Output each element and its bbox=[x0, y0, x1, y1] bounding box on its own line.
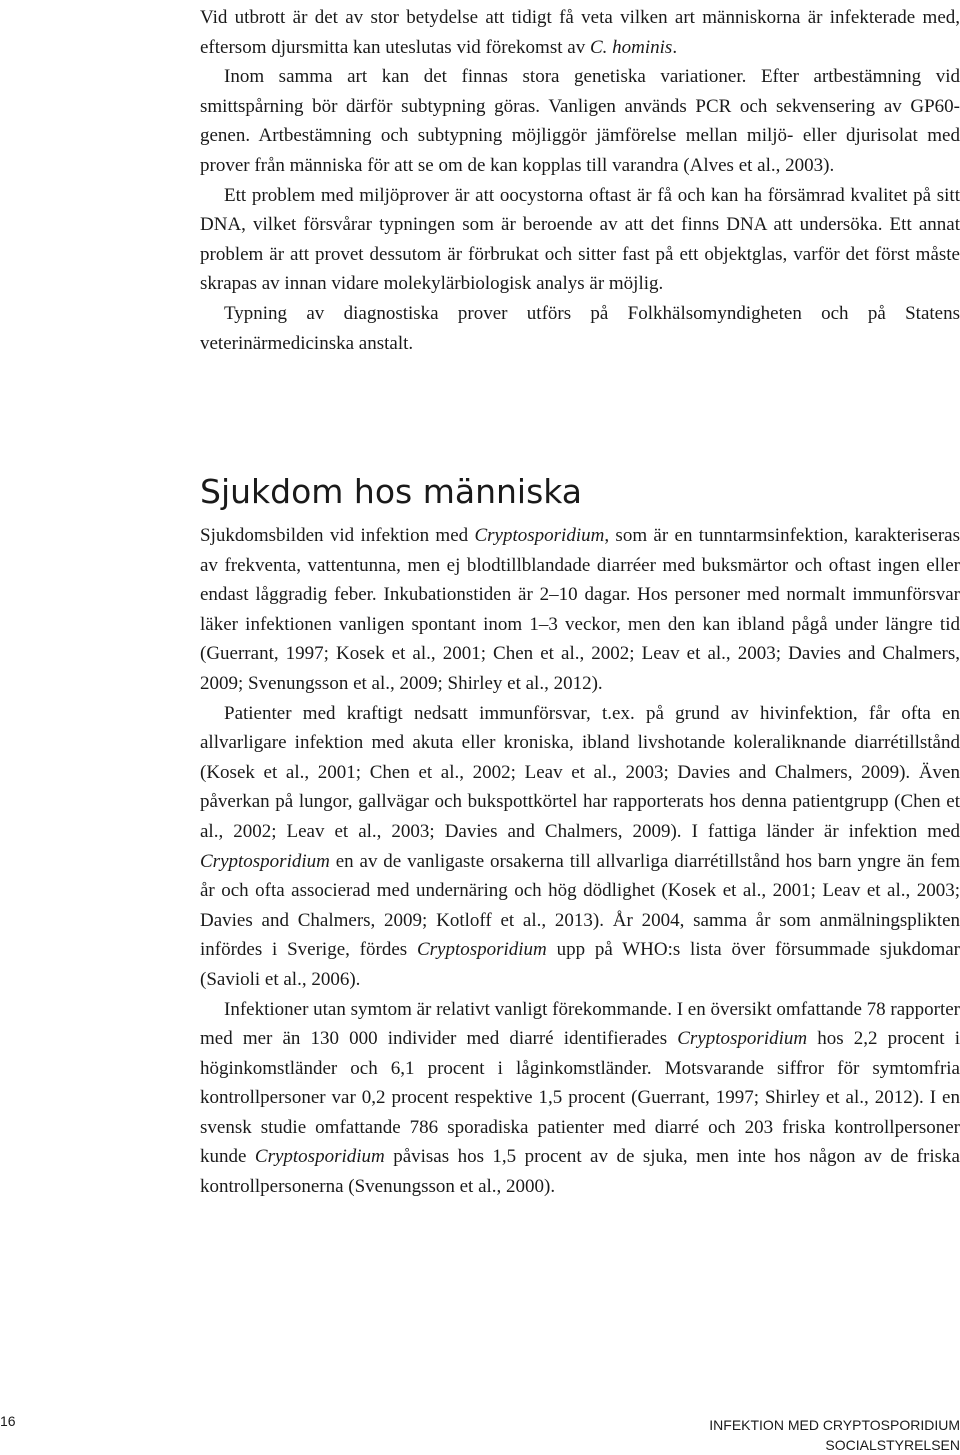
paragraph-text: Sjukdomsbilden vid infektion med bbox=[200, 525, 475, 546]
running-footer bbox=[709, 1415, 960, 1455]
species-name: Cryptosporidium bbox=[677, 1028, 808, 1050]
paragraph-text: upp på WHO:s lista över försummade sjukdomar (Savioli et al., 2006). bbox=[200, 939, 960, 990]
paragraph-text: , som är en tunntarmsinfektion, karakteriseras av frekventa, vattentunna, men ej blodtillblandade diarréer med buksmärtor och oftast ingen eller endast låggradig feber. Inkubationstiden är 2–10 dagar. Hos personer med normalt immunförsvar läker infektionen vanligen spontant inom 1–3 veckor, men den kan ibland pågå under längre tid (Guerrant, 1997; Kosek et al., 2001; Chen et al., 2002; Leav et al., 2003; Davies and Chalmers, 2009; Svenungsson et al., 2009; Shirley et al., 2012). bbox=[200, 525, 960, 694]
species-name: Cryptosporidium bbox=[416, 939, 547, 961]
paragraph-text: Patienter med kraftigt nedsatt immunförsvar, t.ex. på grund av hivinfektion, får ofta en allvarligare infektion med akuta eller kroniska, ibland livshotande koleraliknande diarrétillstånd (Kosek et al., 2001; Chen et al., 2002; Leav et al., 2003; Davies and Chalmers, 2009). Även påverkan på lungor, gallvägar och bukspottkörtel har rapporterats hos denna patientgrupp (Chen et al., 2002; Leav et al., 2003; Davies and Chalmers, 2009). I fattiga länder är infektion med bbox=[200, 702, 960, 842]
paragraph bbox=[200, 995, 960, 1202]
section-heading: Sjukdom hos människa bbox=[200, 472, 583, 511]
paragraph: Ett problem med miljöprover är att oocystorna oftast är få och kan ha försämrad kvalitet på sitt DNA, vilket försvårar typningen som är beroende av att det finns DNA att undersöka. Ett annat problem är att provet dessutom är förbrukat och sitter fast på ett objektglas, varför det först måste skrapas av innan vidare molekylärbiologisk analys är möjlig. bbox=[200, 184, 960, 295]
paragraph-text: Infektioner utan symtom är relativt vanligt förekommande. I en översikt omfattande 78 rapporter med mer än 130 000 individer med diarré identifierades bbox=[200, 998, 960, 1050]
paragraph bbox=[200, 3, 960, 62]
species-name: Cryptosporidium bbox=[200, 850, 330, 872]
species-name: Cryptosporidium bbox=[254, 1146, 385, 1168]
paragraph-text: Vid utbrott är det av stor betydelse att tidigt få veta vilken art människorna är infekterade med, eftersom djursmitta kan uteslutas vid förekomst av bbox=[200, 7, 960, 58]
page-number: 16 bbox=[0, 1413, 16, 1429]
paragraph-text: påvisas hos 1,5 procent av de sjuka, men inte hos någon av de friska kontrollpersonerna (Svenungsson et al., 2000). bbox=[200, 1146, 960, 1198]
paragraph bbox=[200, 521, 960, 699]
footer-title: INFEKTION MED CRYPTOSPORIDIUM bbox=[709, 1417, 960, 1433]
species-name: C. hominis bbox=[589, 36, 673, 58]
paragraph-text: en av de vanligaste orsakerna till allvarliga diarrétillstånd hos barn yngre än fem år och ofta associerad med undernäring och hög dödlighet (Kosek et al., 2001; Leav et al., 2003; Davies and Chalmers, 2009; Kotloff et al., 2013). År 2004, samma år som anmälningsplikten infördes i Sverige, fördes bbox=[200, 850, 960, 961]
paragraph: Inom samma art kan det finnas stora genetiska variationer. Efter artbestämning vid smittspårning bör därför subtypning göras. Vanligen används PCR och sekvensering av GP60-genen. Artbestämning och subtypning möjliggör jämförelse mellan miljö- eller djurisolat med prover från människa för att se om de kan kopplas till varandra (Alves et al., 2003). bbox=[200, 66, 960, 176]
intro-text bbox=[200, 3, 960, 358]
paragraph bbox=[200, 699, 960, 995]
paragraph-text: hos 2,2 procent i höginkomstländer och 6,1 procent i låginkomstländer. Motsvarande siffror för symtomfria kontrollpersoner var 0,2 procent respektive 1,5 procent (Guerrant, 1997; Shirley et al., 2012). I en svensk studie omfattande 786 sporadiska patienter med diarré och 203 friska kontrollpersoner kunde bbox=[200, 1028, 960, 1168]
paragraph-text: . bbox=[672, 36, 678, 58]
section-text bbox=[200, 521, 960, 1202]
paragraph: Typning av diagnostiska prover utförs på Folkhälsomyndigheten och på Statens veterinärmedicinska anstalt. bbox=[200, 302, 960, 354]
species-name: Cryptosporidium bbox=[474, 525, 605, 546]
footer-publisher: SOCIALSTYRELSEN bbox=[825, 1437, 960, 1453]
